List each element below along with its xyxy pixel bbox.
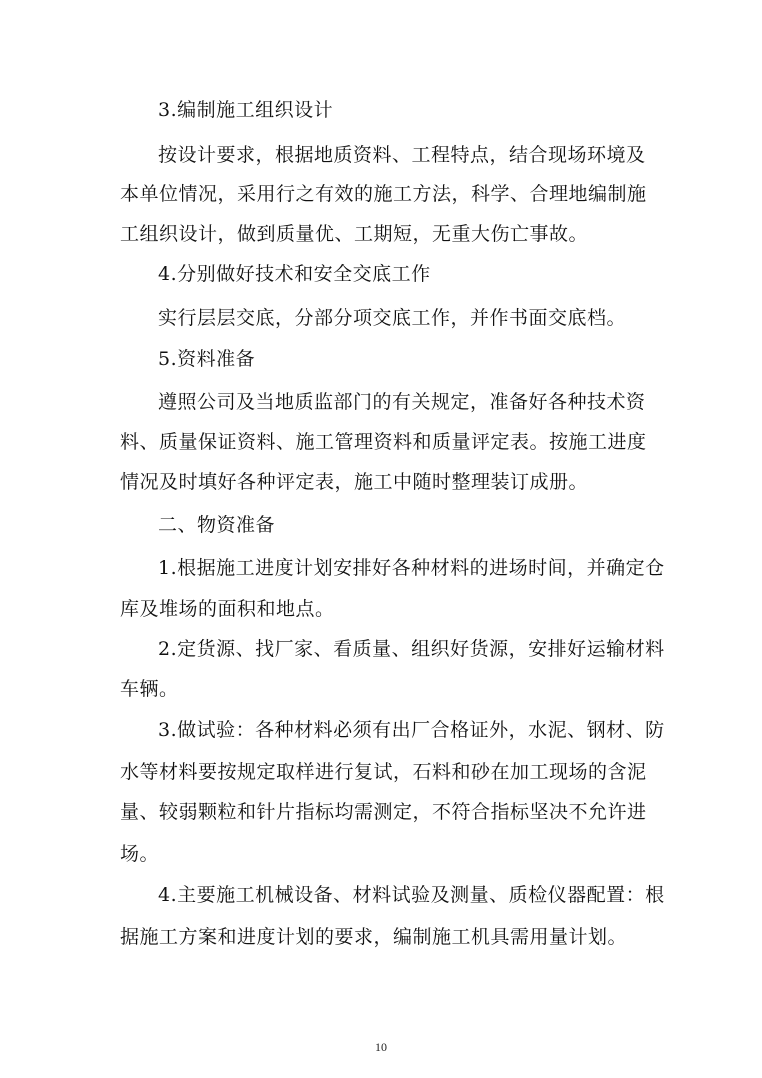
section-heading: 5.资料准备 (158, 348, 256, 370)
paragraph-line: 实行层层交底，分部分项交底工作，并作书面交底档。 (158, 307, 627, 329)
paragraph-line: 据施工方案和进度计划的要求，编制施工机具需用量计划。 (120, 926, 628, 948)
paragraph-line: 4.主要施工机械设备、材料试验及测量、质检仪器配置：根 (158, 884, 665, 906)
section-heading: 二、物资准备 (158, 514, 276, 536)
paragraph-line: 车辆。 (120, 678, 179, 700)
paragraph-line: 量、较弱颗粒和针片指标均需测定，不符合指标坚决不允许进 (120, 801, 647, 823)
page-number: 10 (375, 1040, 387, 1054)
paragraph-line: 库及堆场的面积和地点。 (120, 598, 335, 620)
paragraph-line: 遵照公司及当地质监部门的有关规定，准备好各种技术资 (158, 391, 646, 413)
paragraph-line: 按设计要求，根据地质资料、工程特点，结合现场环境及 (158, 144, 646, 166)
paragraph-line: 3.做试验：各种材料必须有出厂合格证外，水泥、钢材、防 (158, 719, 665, 741)
section-heading: 3.编制施工组织设计 (158, 99, 334, 121)
paragraph-line: 情况及时填好各种评定表，施工中随时整理装订成册。 (120, 471, 589, 493)
paragraph-line: 料、质量保证资料、施工管理资料和质量评定表。按施工进度 (120, 431, 647, 453)
paragraph-line: 本单位情况，采用行之有效的施工方法，科学、合理地编制施 (120, 183, 647, 205)
section-heading: 4.分别做好技术和安全交底工作 (158, 263, 431, 285)
paragraph-line: 2.定货源、找厂家、看质量、组织好货源，安排好运输材料 (158, 638, 665, 660)
paragraph-line: 场。 (120, 843, 160, 865)
paragraph-line: 水等材料要按规定取样进行复试，石料和砂在加工现场的含泥 (120, 761, 647, 783)
paragraph-line: 工组织设计，做到质量优、工期短，无重大伤亡事故。 (120, 223, 589, 245)
paragraph-line: 1.根据施工进度计划安排好各种材料的进场时间，并确定仓 (158, 557, 665, 579)
